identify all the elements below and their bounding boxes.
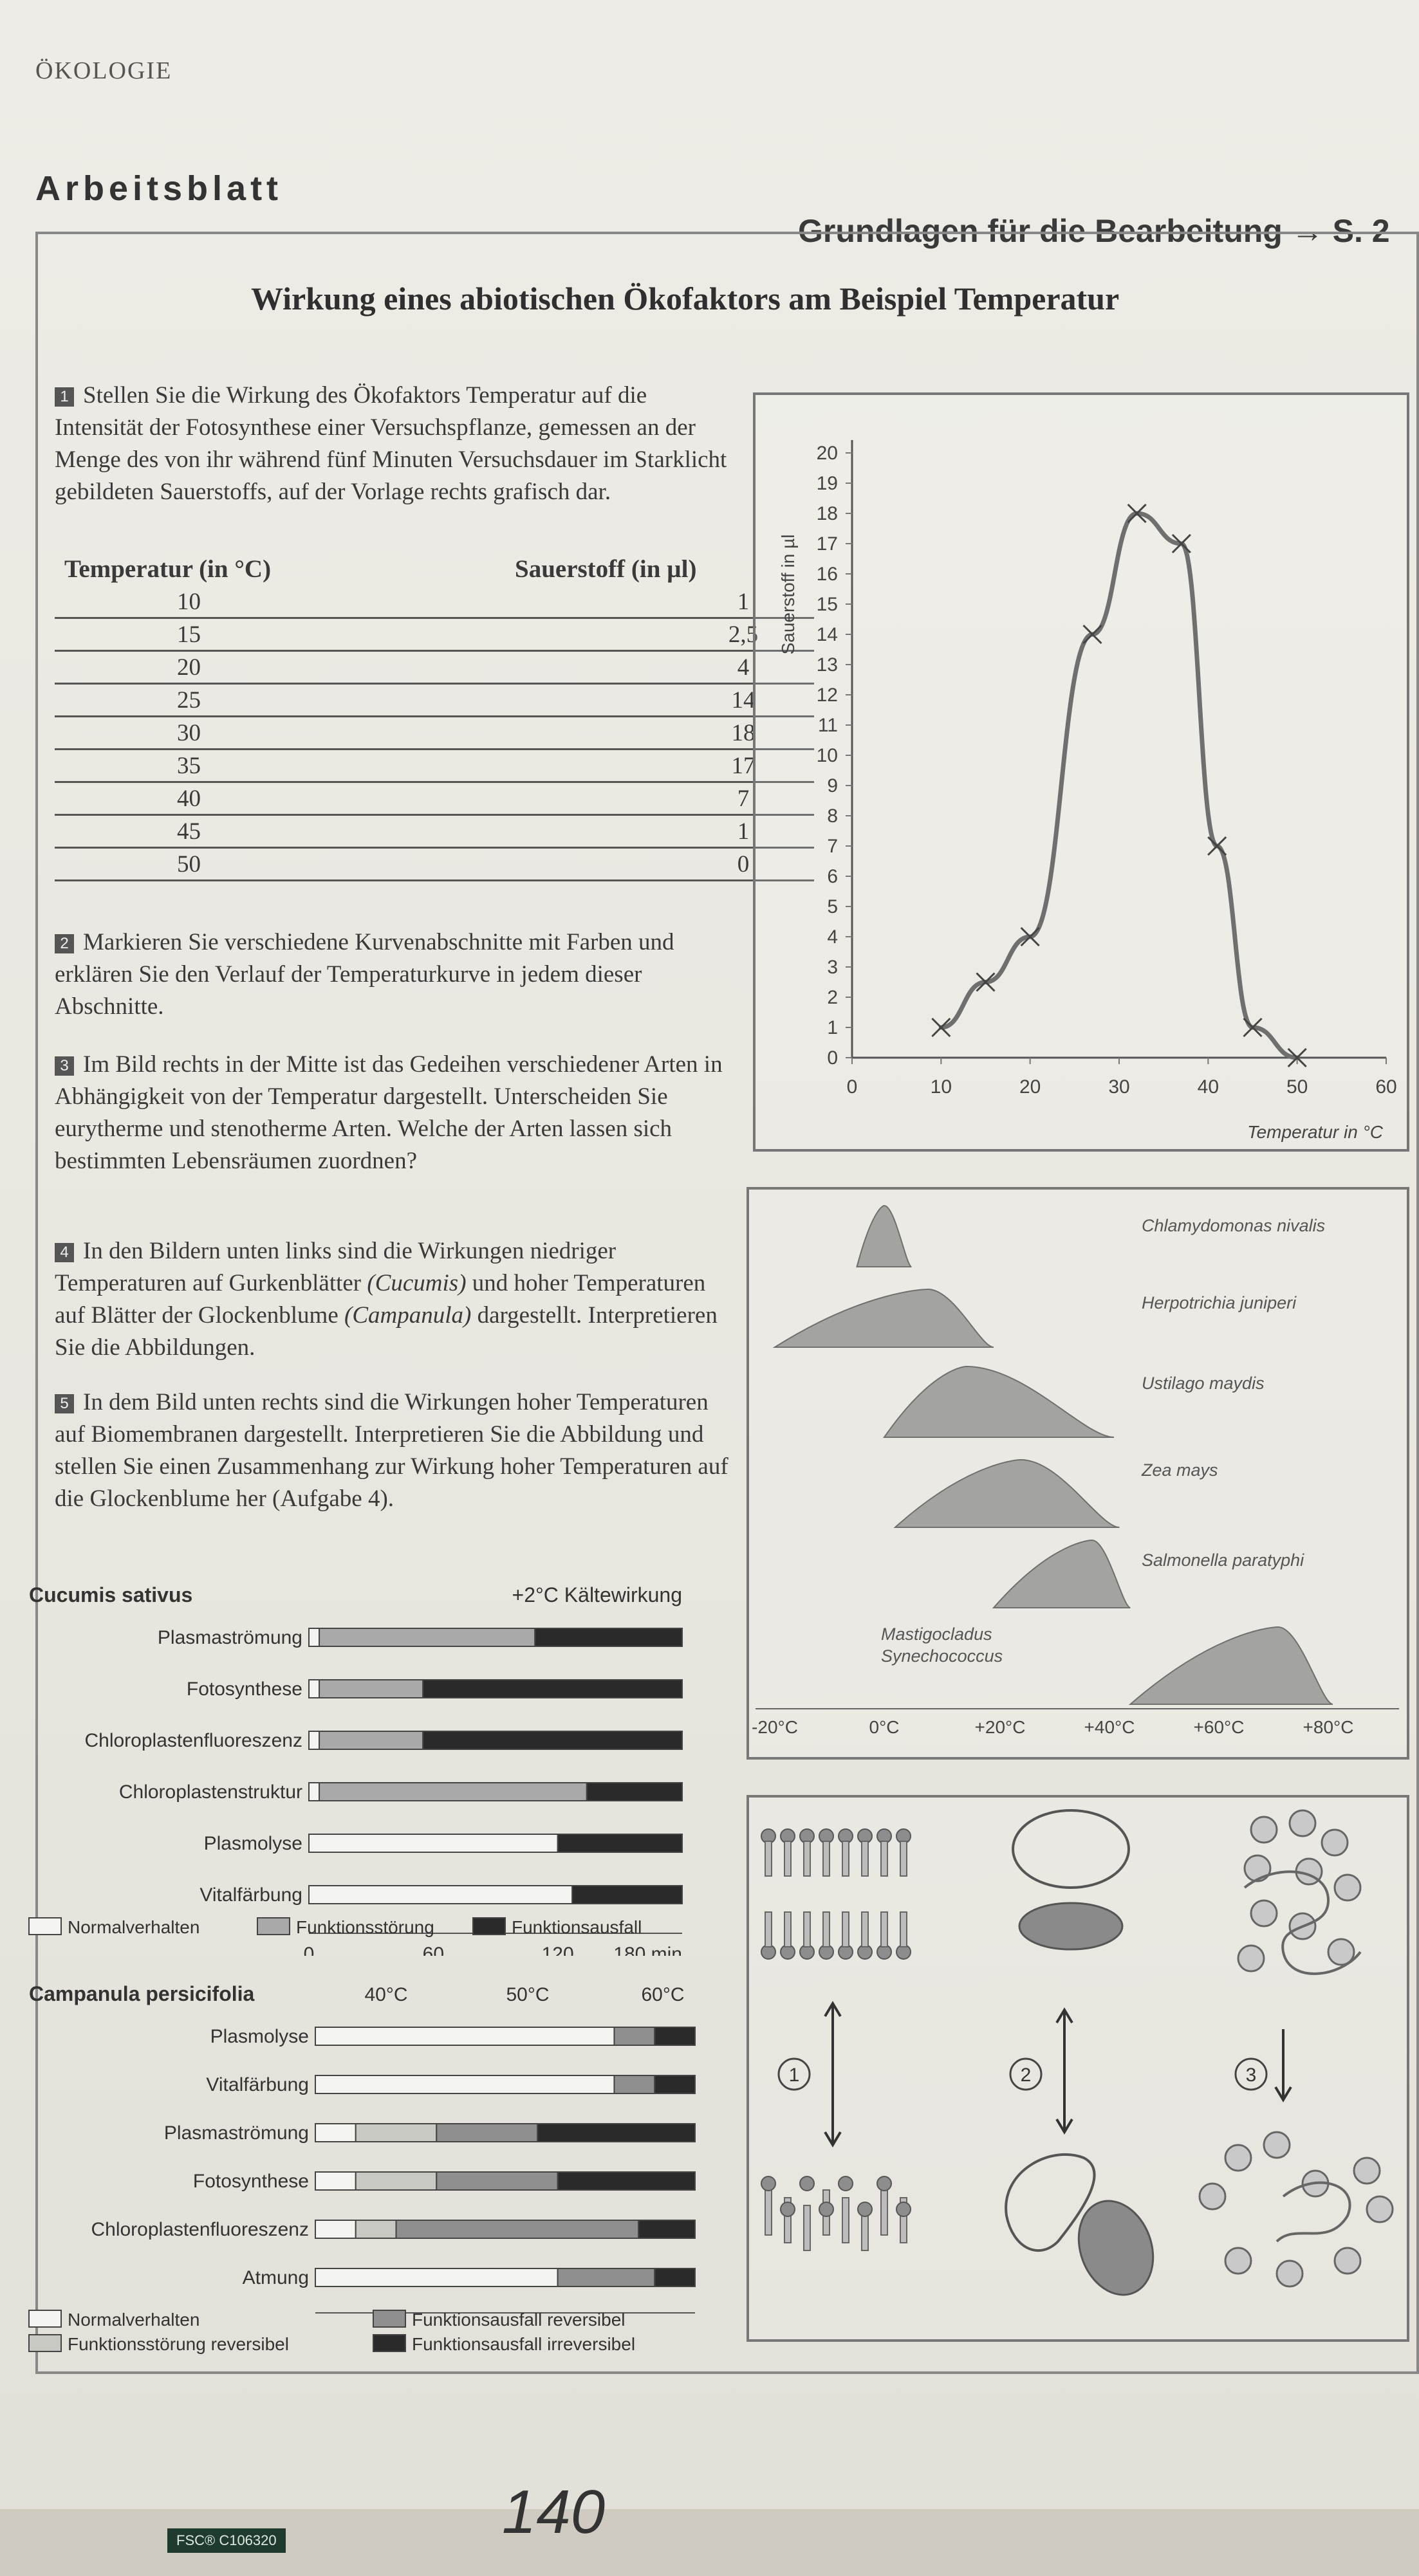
data-point-mark	[1208, 837, 1226, 855]
y-tick-label: 11	[817, 715, 838, 736]
bar-chart-subtitle: +2°C Kältewirkung	[512, 1583, 682, 1606]
temperature-tick-label: +40°C	[1084, 1717, 1135, 1737]
y-tick-label: 8	[827, 805, 838, 827]
species-chart	[749, 1190, 1407, 1757]
step-number: 1	[788, 2065, 800, 2086]
cell-temperature: 10	[55, 586, 537, 618]
bar-segment	[614, 2027, 654, 2045]
bar-tick-label: 0	[303, 1944, 315, 1956]
lipid-tail	[862, 1912, 868, 1947]
lipid-tail	[881, 2190, 887, 2235]
lipid-tail	[862, 1841, 868, 1876]
bar-segment	[319, 1628, 535, 1646]
y-tick-label: 17	[816, 533, 838, 555]
col-temperature: Temperatur (in °C)	[64, 555, 272, 583]
bar-tick-label: 180 min	[613, 1944, 682, 1956]
legend-swatch	[257, 1918, 290, 1935]
temperature-tick-label: +80°C	[1303, 1717, 1354, 1737]
legend-label: Normalverhalten	[68, 2310, 200, 2330]
lipid-tail	[804, 2205, 810, 2250]
table-row	[55, 815, 814, 848]
bar-segment	[356, 2124, 437, 2142]
y-tick-label: 14	[816, 624, 838, 645]
bar-tick-label: 60°C	[641, 1984, 685, 2005]
species-range-area	[884, 1366, 1114, 1437]
table-row	[55, 848, 814, 881]
lipid-tail	[842, 1912, 849, 1947]
legend-label: Funktionsstörung reversibel	[68, 2334, 289, 2354]
task-4-cucumis: (Cucumis)	[367, 1270, 467, 1296]
cucumis-bar-chart	[26, 1576, 727, 1956]
organelle-vesicle	[1251, 1900, 1277, 1926]
temperature-tick-label: +20°C	[974, 1717, 1026, 1737]
bar-segment	[572, 1886, 682, 1904]
cell-oxygen: 7	[537, 782, 814, 815]
legend-label: Funktionsstörung	[296, 1917, 434, 1937]
lipid-tail	[900, 1841, 907, 1876]
bar-category-label: Plasmolyse	[203, 1833, 302, 1854]
task-2	[55, 926, 737, 1023]
bar-segment	[587, 1783, 682, 1801]
cell-oxygen: 1	[537, 586, 814, 618]
bar-segment	[315, 2172, 356, 2190]
lipid-tail	[881, 1841, 887, 1876]
bar-segment	[558, 2268, 655, 2286]
membrane-diagram	[749, 1798, 1407, 2339]
worksheet-label: Arbeitsblatt	[35, 169, 283, 208]
y-tick-label: 15	[816, 594, 838, 615]
y-tick-label: 7	[827, 836, 838, 857]
lipid-tail	[784, 1912, 791, 1947]
organelle-vesicle	[1200, 2184, 1225, 2209]
species-chart-box	[747, 1187, 1409, 1760]
page-title: Wirkung eines abiotischen Ökofaktors am Beispiel Temperatur	[251, 281, 1120, 317]
oxygen-chart-box	[753, 392, 1409, 1152]
organelle-vesicle	[1245, 1855, 1270, 1881]
x-tick-label: 60	[1375, 1076, 1397, 1098]
bar-segment	[423, 1680, 682, 1698]
table-row	[55, 618, 814, 651]
task-2-text: Markieren Sie verschiedene Kurvenabschnitte mit Farben und erklären Sie den Verlauf der Temperaturkurve in jedem dieser Abschnitte.	[55, 929, 674, 1020]
bar-category-label: Fotosynthese	[192, 2171, 309, 2192]
species-range-area	[994, 1540, 1131, 1608]
legend-label: Funktionsausfall	[512, 1917, 642, 1937]
cell-oxygen: 2,5	[537, 618, 814, 651]
y-tick-label: 6	[827, 866, 838, 887]
bar-segment	[654, 2268, 695, 2286]
cell-temperature: 25	[55, 684, 537, 717]
species-label: Herpotrichia juniperi	[1142, 1293, 1297, 1312]
x-tick-label: 10	[930, 1076, 952, 1098]
lipid-tail	[842, 1841, 849, 1876]
bar-segment	[315, 2027, 614, 2045]
bar-chart-title: Campanula persicifolia	[29, 1982, 255, 2005]
table-row	[55, 651, 814, 684]
bar-segment	[315, 2220, 356, 2238]
bar-segment	[319, 1783, 587, 1801]
vesicle-outline	[1013, 1810, 1129, 1888]
lipid-head	[877, 2176, 891, 2191]
bar-segment	[356, 2220, 396, 2238]
task-5-number: 5	[55, 1394, 74, 1413]
y-tick-label: 18	[816, 503, 838, 524]
task-4-text-a: In den Bildern unten links sind die Wirkungen niedriger Temperaturen auf Gurkenblätter	[55, 1238, 617, 1296]
table-row	[55, 782, 814, 815]
y-tick-label: 16	[816, 564, 838, 585]
bar-segment	[315, 2124, 356, 2142]
table-row	[55, 684, 814, 717]
organelle-vesicle	[1264, 2132, 1290, 2158]
cell-temperature: 15	[55, 618, 537, 651]
bar-segment	[319, 1731, 423, 1749]
bar-category-label: Fotosynthese	[186, 1679, 302, 1700]
legend-swatch	[29, 1918, 61, 1935]
bar-segment	[356, 2172, 437, 2190]
col-oxygen: Sauerstoff (in µl)	[515, 555, 697, 583]
bar-category-label: Vitalfärbung	[199, 1884, 302, 1906]
bar-category-label: Atmung	[242, 2267, 309, 2288]
species-label: Salmonella paratyphi	[1142, 1550, 1304, 1570]
x-tick-label: 40	[1197, 1076, 1220, 1098]
y-axis-label: Sauerstoff in µl	[778, 534, 798, 655]
y-tick-label: 0	[827, 1047, 838, 1069]
organelle-vesicle	[1290, 1810, 1315, 1836]
x-tick-label: 20	[1019, 1076, 1041, 1098]
y-tick-label: 13	[816, 654, 838, 676]
task-1-text: Stellen Sie die Wirkung des Ökofaktors Temperatur auf die Intensität der Fotosynthese einer Versuchspflanze, gemessen an der Menge des von ihr während fünf Minuten Versuchsdauer im Starklicht gebildeten Sauerstoffs, auf der Vorlage rechts grafisch dar.	[55, 382, 727, 505]
step-number: 2	[1020, 2065, 1032, 2086]
species-label: Synechococcus	[881, 1646, 1003, 1666]
bar-category-label: Plasmaströmung	[163, 2122, 309, 2144]
bar-segment	[309, 1731, 319, 1749]
organelle-vesicle	[1225, 2145, 1251, 2171]
bar-segment	[654, 2075, 695, 2093]
y-tick-label: 20	[816, 443, 838, 464]
bar-category-label: Plasmaströmung	[157, 1627, 302, 1648]
lipid-tail	[804, 1841, 810, 1876]
task-3-number: 3	[55, 1056, 74, 1076]
organelle-vesicle	[1238, 1946, 1264, 1971]
lipid-tail	[765, 2190, 772, 2235]
lipid-tail	[823, 1912, 830, 1947]
bar-segment	[614, 2075, 654, 2093]
task-4-number: 4	[55, 1243, 74, 1262]
task-4-campanula: (Campanula)	[344, 1302, 472, 1329]
legend-swatch	[29, 2310, 61, 2327]
organelle-vesicle	[1322, 1830, 1348, 1855]
lipid-head	[781, 2202, 795, 2216]
cell-temperature: 40	[55, 782, 537, 815]
lipid-tail	[765, 1912, 772, 1947]
bar-segment	[537, 2124, 695, 2142]
y-tick-label: 12	[816, 685, 838, 706]
task-3-text: Im Bild rechts in der Mitte ist das Gedeihen verschiedener Arten in Abhängigkeit von der Temperatur dargestellt. Unterscheiden Sie eurytherme und stenotherme Arten. Welche der Arten lassen sich bestimmten Lebensräumen zuordnen?	[55, 1051, 723, 1174]
task-2-number: 2	[55, 934, 74, 953]
section-header: ÖKOLOGIE	[35, 57, 172, 84]
legend-label: Normalverhalten	[68, 1917, 200, 1937]
bar-segment	[535, 1628, 682, 1646]
bar-tick-label: 40°C	[364, 1984, 408, 2005]
task-3	[55, 1049, 737, 1177]
lipid-tail	[881, 1912, 887, 1947]
legend-swatch	[29, 2335, 61, 2351]
bar-chart-title: Cucumis sativus	[29, 1583, 193, 1606]
lipid-tail	[900, 1912, 907, 1947]
legend-label: Funktionsausfall irreversibel	[412, 2334, 636, 2354]
organelle-vesicle	[1225, 2248, 1251, 2274]
y-tick-label: 2	[827, 987, 838, 1008]
organelle-vesicle	[1251, 1817, 1277, 1843]
bar-segment	[638, 2220, 695, 2238]
bar-tick-label: 50°C	[506, 1984, 550, 2005]
bar-segment	[654, 2027, 695, 2045]
bar-segment	[309, 1628, 319, 1646]
species-range-area	[857, 1206, 912, 1267]
lipid-tail	[765, 1841, 772, 1876]
bar-segment	[436, 2172, 557, 2190]
cell-oxygen: 0	[537, 848, 814, 881]
campanula-bar-chart	[26, 1975, 727, 2361]
x-tick-label: 50	[1286, 1076, 1308, 1098]
cell-temperature: 45	[55, 815, 537, 848]
data-table	[55, 555, 814, 881]
bar-segment	[315, 2075, 614, 2093]
handwritten-number: 140	[502, 2478, 606, 2546]
legend-swatch	[473, 1918, 505, 1935]
temperature-tick-label: 0°C	[869, 1717, 900, 1737]
bar-segment	[309, 1834, 558, 1852]
campanula-chart	[26, 1975, 727, 2361]
bar-category-label: Plasmolyse	[210, 2026, 309, 2047]
bar-tick-label: 120	[541, 1944, 574, 1956]
lipid-head	[761, 2176, 775, 2191]
bar-segment	[315, 2268, 558, 2286]
bar-segment	[423, 1731, 682, 1749]
cell-temperature: 35	[55, 750, 537, 782]
protein-blob	[1019, 1903, 1122, 1949]
cell-temperature: 20	[55, 651, 537, 684]
y-tick-label: 9	[827, 775, 838, 796]
task-5	[55, 1386, 737, 1515]
lipid-tail	[784, 1841, 791, 1876]
bar-segment	[436, 2124, 537, 2142]
y-tick-label: 1	[827, 1017, 838, 1038]
bar-tick-label: 60	[422, 1944, 445, 1956]
lipid-head	[858, 2202, 872, 2216]
bar-segment	[309, 1886, 572, 1904]
lipid-tail	[804, 1912, 810, 1947]
task-4	[55, 1235, 737, 1364]
legend-swatch	[373, 2335, 405, 2351]
table-row	[55, 750, 814, 782]
temperature-tick-label: -20°C	[752, 1717, 798, 1737]
bar-category-label: Chloroplastenstruktur	[118, 1781, 302, 1803]
data-point-mark	[1084, 625, 1102, 643]
membrane-diagram-box	[747, 1795, 1409, 2342]
bar-segment	[558, 2172, 695, 2190]
cell-oxygen: 4	[537, 651, 814, 684]
x-tick-label: 0	[846, 1076, 858, 1098]
species-range-area	[895, 1460, 1120, 1527]
y-tick-label: 19	[816, 473, 838, 494]
temperature-tick-label: +60°C	[1193, 1717, 1245, 1737]
reference-note: Grundlagen für die Bearbeitung → S. 2	[798, 213, 1390, 249]
cell-temperature: 50	[55, 848, 537, 881]
organelle-vesicle	[1367, 2196, 1393, 2222]
species-label: Ustilago maydis	[1142, 1374, 1265, 1393]
task-4-text-b: und hoher Temperaturen auf Blätter der Glockenblume	[55, 1270, 706, 1329]
cell-temperature: 30	[55, 717, 537, 750]
lipid-head	[819, 2202, 833, 2216]
x-tick-label: 30	[1108, 1076, 1130, 1098]
species-label: Chlamydomonas nivalis	[1142, 1216, 1326, 1235]
step-number: 3	[1245, 2065, 1257, 2086]
cell-oxygen: 14	[537, 684, 814, 717]
task-1	[55, 380, 737, 508]
oxygen-chart	[756, 395, 1407, 1149]
legend-swatch	[373, 2310, 405, 2327]
table-body	[55, 586, 814, 881]
cucumis-chart	[26, 1576, 727, 1956]
organelle-vesicle	[1335, 2248, 1360, 2274]
species-label: Mastigocladus	[881, 1624, 992, 1644]
bar-segment	[319, 1680, 423, 1698]
species-range-area	[775, 1289, 994, 1347]
species-label: Zea mays	[1142, 1460, 1218, 1480]
fsc-label: FSC® C106320	[167, 2528, 286, 2553]
bar-category-label: Chloroplastenfluoreszenz	[84, 1730, 302, 1751]
bar-segment	[396, 2220, 639, 2238]
y-tick-label: 5	[827, 896, 838, 917]
table-row	[55, 586, 814, 618]
task-4-text-c: dargestellt. Interpretieren Sie die Abbildungen.	[55, 1302, 718, 1361]
species-range-area	[1131, 1627, 1333, 1704]
task-1-number: 1	[55, 387, 74, 407]
cell-oxygen: 1	[537, 815, 814, 848]
y-tick-label: 4	[827, 926, 838, 948]
cell-oxygen: 18	[537, 717, 814, 750]
y-tick-label: 3	[827, 957, 838, 978]
bar-category-label: Chloroplastenfluoreszenz	[91, 2219, 309, 2240]
oxygen-curve	[941, 513, 1297, 1058]
lipid-head	[896, 2202, 911, 2216]
bar-segment	[309, 1680, 319, 1698]
y-tick-label: 10	[816, 745, 838, 766]
lipid-tail	[842, 2198, 849, 2243]
bar-segment	[309, 1783, 319, 1801]
organelle-vesicle	[1335, 1875, 1360, 1900]
table-row	[55, 717, 814, 750]
bar-category-label: Vitalfärbung	[206, 2074, 309, 2095]
organelle-vesicle	[1277, 2261, 1303, 2286]
organelle-vesicle	[1354, 2158, 1380, 2184]
lipid-tail	[823, 1841, 830, 1876]
lipid-head	[839, 2176, 853, 2191]
lipid-head	[800, 2176, 814, 2191]
legend-label: Funktionsausfall reversibel	[412, 2310, 626, 2330]
cell-oxygen: 17	[537, 750, 814, 782]
x-axis-label: Temperatur in °C	[1247, 1122, 1383, 1142]
bar-segment	[558, 1834, 682, 1852]
task-5-text: In dem Bild unten rechts sind die Wirkungen hoher Temperaturen auf Biomembranen dargestellt. Interpretieren Sie die Abbildung und stellen Sie einen Zusammenhang zur Wirkung hoher Temperaturen auf die Glockenblume her (Aufgabe 4).	[55, 1389, 728, 1512]
